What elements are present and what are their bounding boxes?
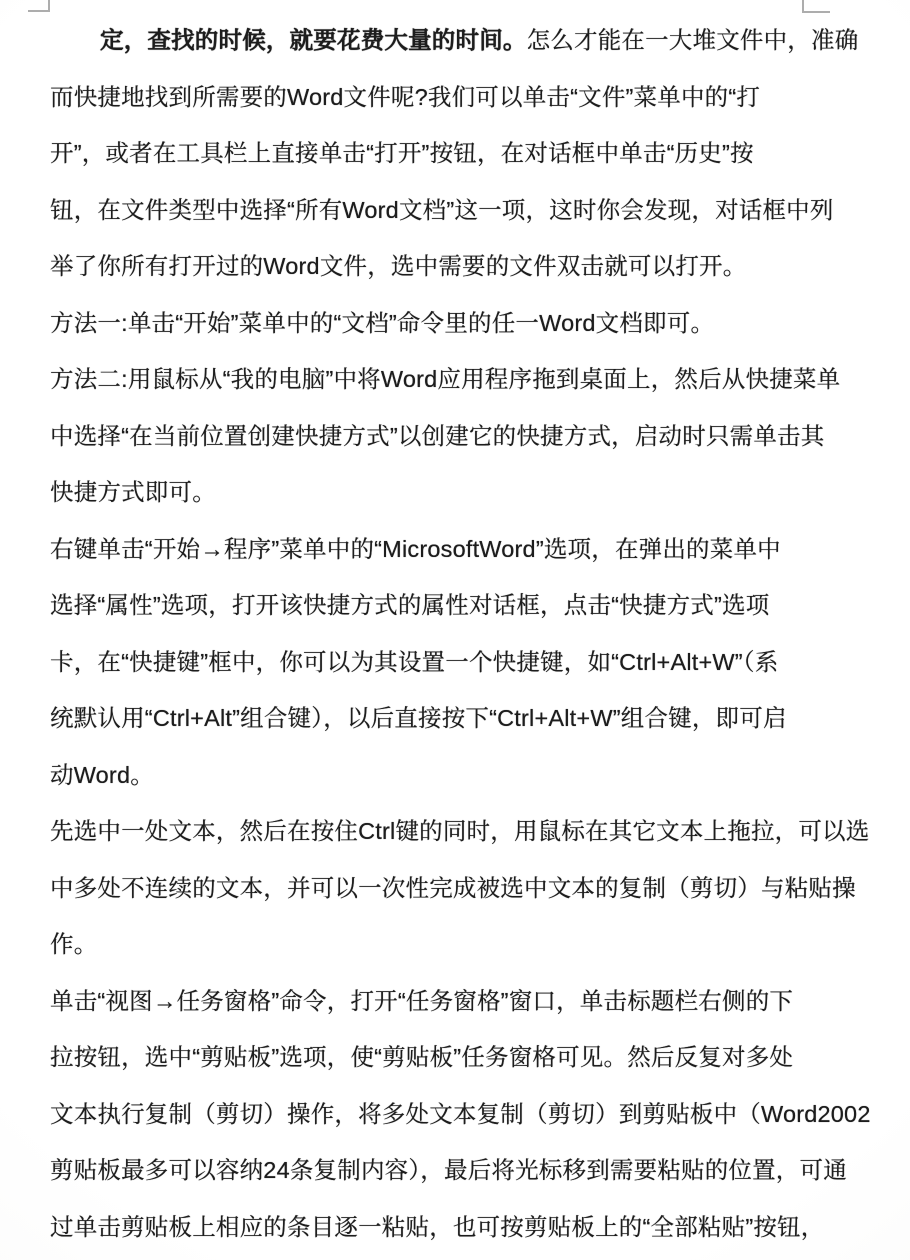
text-line — [50, 747, 860, 804]
text-segment: 方法二:用鼠标从“我的电脑”中将Word应用程序拖到桌面上，然后从快捷菜单 — [50, 366, 841, 392]
text-line — [50, 125, 860, 182]
text-line — [50, 1199, 860, 1256]
text-line — [50, 351, 860, 408]
text-segment: 文本执行复制（剪切）操作，将多处文本复制（剪切）到剪贴板中（Word2002 — [50, 1100, 871, 1127]
text-line — [50, 521, 860, 578]
text-segment: 右键单击“开始→程序”菜单中的“MicrosoftWord”选项，在弹出的菜单中 — [50, 535, 781, 562]
text-line — [50, 803, 870, 860]
text-line — [50, 238, 860, 295]
text-boundary-mark-top-left — [28, 0, 50, 12]
text-line — [50, 973, 860, 1030]
text-segment: 开”，或者在工具栏上直接单击“打开”按钮，在对话框中单击“历史”按 — [50, 140, 754, 166]
text-line — [50, 1029, 860, 1086]
text-line — [50, 12, 860, 69]
text-segment: 拉按钮，选中“剪贴板”选项，使“剪贴板”任务窗格可见。然后反复对多处 — [50, 1044, 794, 1070]
text-segment: 钮，在文件类型中选择“所有Word文档”这一项，这时你会发现，对话框中列 — [50, 196, 834, 223]
text-segment: 中选择“在当前位置创建快捷方式”以创建它的快捷方式，启动时只需单击其 — [50, 422, 825, 449]
text-segment: 动Word。 — [50, 761, 154, 788]
text-segment: 卡，在“快捷键”框中，你可以为其设置一个快捷键，如“Ctrl+Alt+W”（系 — [50, 648, 779, 675]
text-segment: 而快捷地找到所需要的Word文件呢?我们可以单击“文件”菜单中的“打 — [50, 83, 761, 110]
text-lines — [50, 12, 871, 1255]
text-segment: 选择“属性”选项，打开该快捷方式的属性对话框，点击“快捷方式”选项 — [50, 592, 770, 618]
text-segment: 快捷方式即可。 — [50, 479, 216, 505]
text-segment: 单击“视图→任务窗格”命令，打开“任务窗格”窗口，单击标题栏右侧的下 — [50, 987, 794, 1014]
text-segment: 先选中一处文本，然后在按住Ctrl键的同时，用鼠标在其它文本上拖拉，可以选 — [50, 818, 870, 844]
text-line — [50, 464, 860, 521]
text-segment: 过单击剪贴板上相应的条目逐一粘贴，也可按剪贴板上的“全部粘贴”按钮， — [50, 1213, 825, 1240]
text-segment: 怎么才能在一大堆文件中，准确 — [526, 27, 859, 53]
document-body — [50, 12, 871, 1255]
text-line — [50, 1086, 871, 1143]
text-segment: 统默认用“Ctrl+Alt”组合键），以后直接按下“Ctrl+Alt+W”组合键，即可启 — [50, 705, 787, 731]
text-line — [50, 916, 860, 973]
text-segment: 中多处不连续的文本，并可以一次性完成被选中文本的复制（剪切）与粘贴操 — [50, 874, 856, 901]
text-line — [50, 69, 860, 126]
text-line — [50, 577, 860, 634]
text-line — [50, 408, 860, 465]
text-segment: 举了你所有打开过的Word文件，选中需要的文件双击就可以打开。 — [50, 253, 747, 279]
text-segment: 作。 — [50, 931, 98, 957]
text-segment: 方法一:单击“开始”菜单中的“文档”命令里的任一Word文档即可。 — [50, 309, 715, 336]
text-line — [50, 295, 860, 352]
text-line — [50, 634, 860, 691]
text-line — [50, 1142, 860, 1199]
text-line — [50, 690, 860, 747]
text-line — [50, 860, 860, 917]
text-segment: 定，查找的时候，就要花费大量的时间。 — [100, 27, 527, 53]
text-segment: 剪贴板最多可以容纳24条复制内容），最后将光标移到需要粘贴的位置，可通 — [50, 1157, 847, 1183]
text-line — [50, 182, 860, 239]
